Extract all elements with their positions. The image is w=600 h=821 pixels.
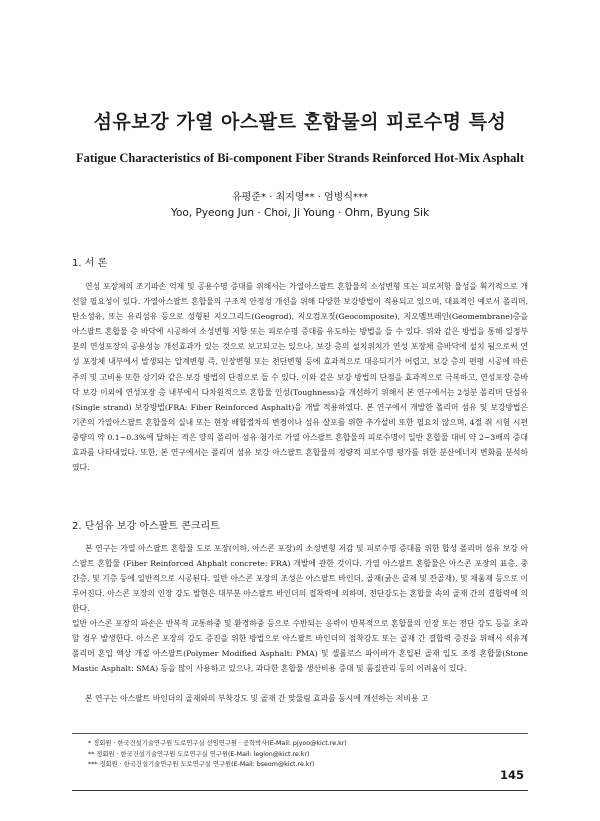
authors-korean: 유평준* · 최지영** · 엄병식*** — [231, 192, 368, 203]
paper-title-korean: 섬유보강 가열 아스팔트 혼합물의 피로수명 특성 — [93, 111, 507, 133]
authors-english: Yoo, Pyeong Jun · Choi, Ji Young · Ohm, Byung Sik — [170, 207, 430, 219]
section2-paragraph-3: 본 연구는 아스팔트 바인더의 골재와의 부착강도 및 골재 간 맞물림 효과를 동시에 개선하는 저비용 고 — [85, 694, 429, 703]
page-number: 145 — [500, 768, 525, 782]
footnote-author-2: ** 정회원 · 한국건설기술연구원 도로연구실 연구원(E-Mail: legion@kict.re.kr) — [88, 750, 310, 758]
bottom-divider — [72, 790, 528, 791]
section-heading-introduction: 1. 서 론 — [72, 258, 108, 269]
section2-paragraph-2: 일반 아스콘 포장의 파손은 반복적 교통하중 및 환경하중 등으로 수반되는 응력이 반복적으로 혼합물의 인장 또는 전단 강도 등을 초과할 경우 발생한다. 아스콘 포장의 강도 증진을 위한 방법으로 아스팔트 바인더의 점착강도 또는 골재 간 결합력 증진을 위해서 석유계 폴리머 혼입 액상 개질 아스팔트(Polymer Modified Asphalt: PMA) 및 셀룰로스 파이버가 혼입된 골재 입도 조정 혼합물(Stone Mastic Asphalt: SMA) 등을 많이 사용하고 있으나, 과다한 혼합물 생산비용 증대 및 품질관리 등의 어려움이 있다. — [72, 619, 528, 674]
footnotes — [88, 739, 528, 771]
footnote-author-1: * 정회원 · 한국건설기술연구원 도로연구실 선임연구원 · 공학박사(E-Mail: pjyoo@kict.re.kr) — [88, 740, 347, 747]
footnote-author-3: *** 정회원 · 한국건설기술연구원 도로연구실 연구원(E-Mail: bseom@kict.re.kr) — [88, 761, 315, 768]
footnote-divider — [72, 733, 528, 734]
section2-paragraph-1: 본 연구는 가열 아스팔트 혼합물 도로 포장(이하, 아스콘 포장)의 소성변형 저감 및 피로수명 증대를 위한 합성 폴리머 섬유 보강 아스팔트 혼합물 (Fiber Reinforced Ahphalt concrete: FRA) 개발에 관한 것이다. 가열 아스팔트 혼합물은 아스콘 포장의 표층, 중간층, 및 기층 등에 일반적으로 시공된다. 일반 아스콘 포장의 조성은 아스팔트 바인더, 골재(굵은 골재 및 잔골재), 및 채움재 등으로 이루어진다. 아스콘 포장의 인장 강도 발현은 대부분 아스팔트 바인더의 접착력에 의하며, 전단강도는 혼합물 속의 골재 간의 결합력에 의한다. — [72, 544, 528, 614]
paper-title-english: Fatigue Characteristics of Bi-component Fiber Strands Reinforced Hot-Mix Asphalt — [75, 151, 525, 165]
section1-paragraph: 연성 포장체의 조기파손 억제 및 공용수명 증대를 위해서는 가열아스팔트 혼합물의 소성변형 또는 피로저항 물성을 획기적으로 개선할 필요성이 있다. 가열아스팔트 혼합물의 구조적 안정성 개선을 위해 다양한 보강방법이 적용되고 있으며, 대표적인 예로서 폴리머, 탄소섬유, 또는 유리섬유 등으로 성형된 지오그리드(Geogrod), 지오컴포짓(Geocomposite), 지오멤브레인(Geomembrane)층을 아스팔트 혼합물 층 바닥에 시공하여 소성변형 저항 또는 피로수명 증대를 유도하는 방법을 들 수 있다. 위와 같은 방법을 통해 일정부분의 연성포장의 공용성능 개선효과가 있는 것으로 보고되고는 있으나, 보강 층의 설치위치가 연성 포장체 층바닥에 설치 됨으로써 연성 포장체 내부에서 발생되는 압계변형 즉, 인장변형 또는 전단변형 등에 효과적으로 대응되기가 어렵고, 보강 층의 편평 시공에 따른 주의 및 고비용 또한 상기와 같은 보강 방법의 단점으로 들 수 있다. 이와 같은 보강 방법의 단점을 효과적으로 극복하고, 연성포장 층바닥 보강 이외에 연성포장 층 내부에서 다차원적으로 혼합물 인성(Toughness)을 개선하기 위해서 본 연구에서는 2성분 폴리머 단섬유(Single strand) 보강방법(FRA: Fiber Reinforced Asphalt)을 개발 적용하였다. 본 연구에서 개발한 폴리머 섬유 및 보강방법은 기존의 가열아스팔트 혼합물의 실내 또는 현장 배합절차의 변경이나 섬유 살포를 위한 추가설비 또한 필요치 않으며, 4절 쥐 시험 시편 중량의 약 0.1~0.3%에 달하는 적은 양의 폴리머 섬유 첨가로 가열 아스팔트 혼합물의 피로수명이 일반 혼합물 대비 약 2~3배의 증대 효과를 나타내었다. 또한, 본 연구에서는 폴리머 섬유 보강 아스팔트 혼합물의 정량적 피로수명 평가를 위한 분산에너지 변화를 분석하였다. — [72, 282, 528, 473]
section-heading-fiber-reinforced: 2. 단섬유 보강 아스팔트 콘크리트 — [72, 521, 220, 532]
